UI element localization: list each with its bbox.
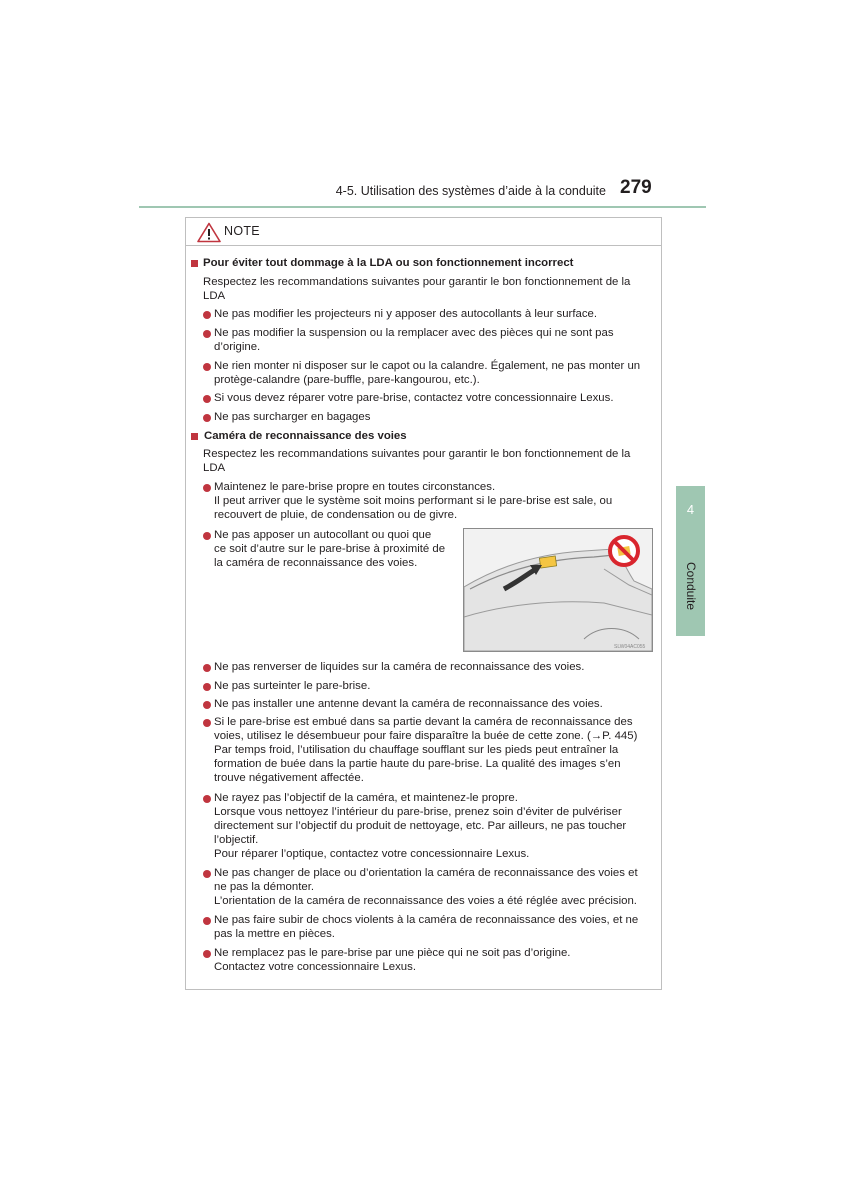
section-intro: Respectez les recommandations suivantes pour garantir le bon fonctionnement de la — [203, 276, 631, 288]
bullet-dot — [203, 330, 211, 338]
section-heading: Caméra de reconnaissance des voies — [204, 430, 407, 442]
note-header — [186, 218, 661, 246]
bullet-text: Lorsque vous nettoyez l’intérieur du pare-brise, prenez soin d’éviter de pulvériser — [214, 806, 622, 818]
bullet-text: Ne pas surteinter le pare-brise. — [214, 680, 371, 692]
warning-triangle-icon — [197, 222, 221, 243]
section-heading: Pour éviter tout dommage à la LDA ou son fonctionnement incorrect — [203, 257, 574, 269]
bullet-dot — [203, 719, 211, 727]
bullet-text: Contactez votre concessionnaire Lexus. — [214, 961, 416, 973]
bullet-dot — [203, 795, 211, 803]
bullet-text: la caméra de reconnaissance des voies. — [214, 557, 418, 569]
bullet-text: directement sur l’objectif du produit de nettoyage, etc. Par ailleurs, ne pas toucher — [214, 820, 627, 832]
bullet-dot — [203, 870, 211, 878]
windshield-camera-illustration — [463, 528, 653, 652]
page-number: 279 — [620, 177, 652, 198]
bullet-text: Ne pas installer une antenne devant la caméra de reconnaissance des voies. — [214, 698, 603, 710]
bullet-text: d’origine. — [214, 341, 261, 353]
bullet-text: recouvert de pluie, de condensation ou de givre. — [214, 509, 458, 521]
bullet-text: Si vous devez réparer votre pare-brise, contactez votre concessionnaire Lexus. — [214, 392, 614, 404]
section-marker — [191, 260, 198, 267]
bullet-text: Maintenez le pare-brise propre en toutes circonstances. — [214, 481, 496, 493]
bullet-text: protège-calandre (pare-buffle, pare-kangourou, etc.). — [214, 374, 480, 386]
header-rule — [139, 206, 706, 208]
chapter-label: Conduite — [683, 561, 698, 611]
bullet-text: Par temps froid, l’utilisation du chauffage soufflant sur les pieds peut entraîner la — [214, 744, 619, 756]
bullet-dot — [203, 532, 211, 540]
bullet-dot — [203, 484, 211, 492]
bullet-text: ce soit d’autre sur le pare-brise à proximité de — [214, 543, 446, 555]
bullet-text: Ne pas modifier les projecteurs ni y apposer des autocollants à leur surface. — [214, 308, 598, 320]
bullet-text: Ne pas apposer un autocollant ou quoi que — [214, 529, 432, 541]
svg-text:SLW04AC055: SLW04AC055 — [614, 644, 646, 650]
section-intro: LDA — [203, 290, 226, 302]
bullet-text: ne pas la démonter. — [214, 881, 315, 893]
bullet-text: Ne pas surcharger en bagages — [214, 411, 371, 423]
bullet-text: formation de buée dans la partie haute du pare-brise. La qualité des images s’en — [214, 758, 621, 770]
bullet-text: Ne pas faire subir de chocs violents à la caméra de reconnaissance des voies, et ne — [214, 914, 639, 926]
chapter-number: 4 — [686, 502, 695, 517]
bullet-text: l’objectif. — [214, 834, 259, 846]
bullet-text: Ne pas changer de place ou d’orientation la caméra de reconnaissance des voies et — [214, 867, 638, 879]
bullet-text: L’orientation de la caméra de reconnaissance des voies a été réglée avec précision. — [214, 895, 637, 907]
bullet-dot — [203, 414, 211, 422]
running-header: 4-5. Utilisation des systèmes d’aide à la conduite — [335, 184, 606, 198]
bullet-text: pas la mettre en pièces. — [214, 928, 335, 940]
bullet-dot — [203, 311, 211, 319]
bullet-dot — [203, 363, 211, 371]
prohibited-sign-icon — [607, 534, 641, 568]
bullet-dot — [203, 950, 211, 958]
bullet-dot — [203, 683, 211, 691]
bullet-dot — [203, 701, 211, 709]
bullet-text: trouve négativement affectée. — [214, 772, 364, 784]
bullet-text: Ne rien monter ni disposer sur le capot ou la calandre. Également, ne pas monter un — [214, 360, 641, 372]
bullet-dot — [203, 395, 211, 403]
section-intro: LDA — [203, 462, 226, 474]
bullet-text: voies, utilisez le désembueur pour faire disparaître la buée de cette zone. (→P. 445) — [214, 730, 638, 742]
section-marker — [191, 433, 198, 440]
bullet-text: Il peut arriver que le système soit moins performant si le pare-brise est sale, ou — [214, 495, 613, 507]
bullet-text: Ne remplacez pas le pare-brise par une pièce qui ne soit pas d’origine. — [214, 947, 571, 959]
chapter-tab — [676, 486, 705, 636]
bullet-text: Ne pas modifier la suspension ou la remplacer avec des pièces qui ne sont pas — [214, 327, 614, 339]
bullet-text: Ne rayez pas l’objectif de la caméra, et maintenez-le propre. — [214, 792, 518, 804]
bullet-text: Si le pare-brise est embué dans sa partie devant la caméra de reconnaissance des — [214, 716, 633, 728]
bullet-dot — [203, 917, 211, 925]
note-title: NOTE — [224, 224, 260, 238]
section-intro: Respectez les recommandations suivantes pour garantir le bon fonctionnement de la — [203, 448, 631, 460]
chapter-label-box — [677, 546, 704, 626]
bullet-dot — [203, 664, 211, 672]
bullet-text: Ne pas renverser de liquides sur la caméra de reconnaissance des voies. — [214, 661, 585, 673]
bullet-text: Pour réparer l’optique, contactez votre concessionnaire Lexus. — [214, 848, 530, 860]
